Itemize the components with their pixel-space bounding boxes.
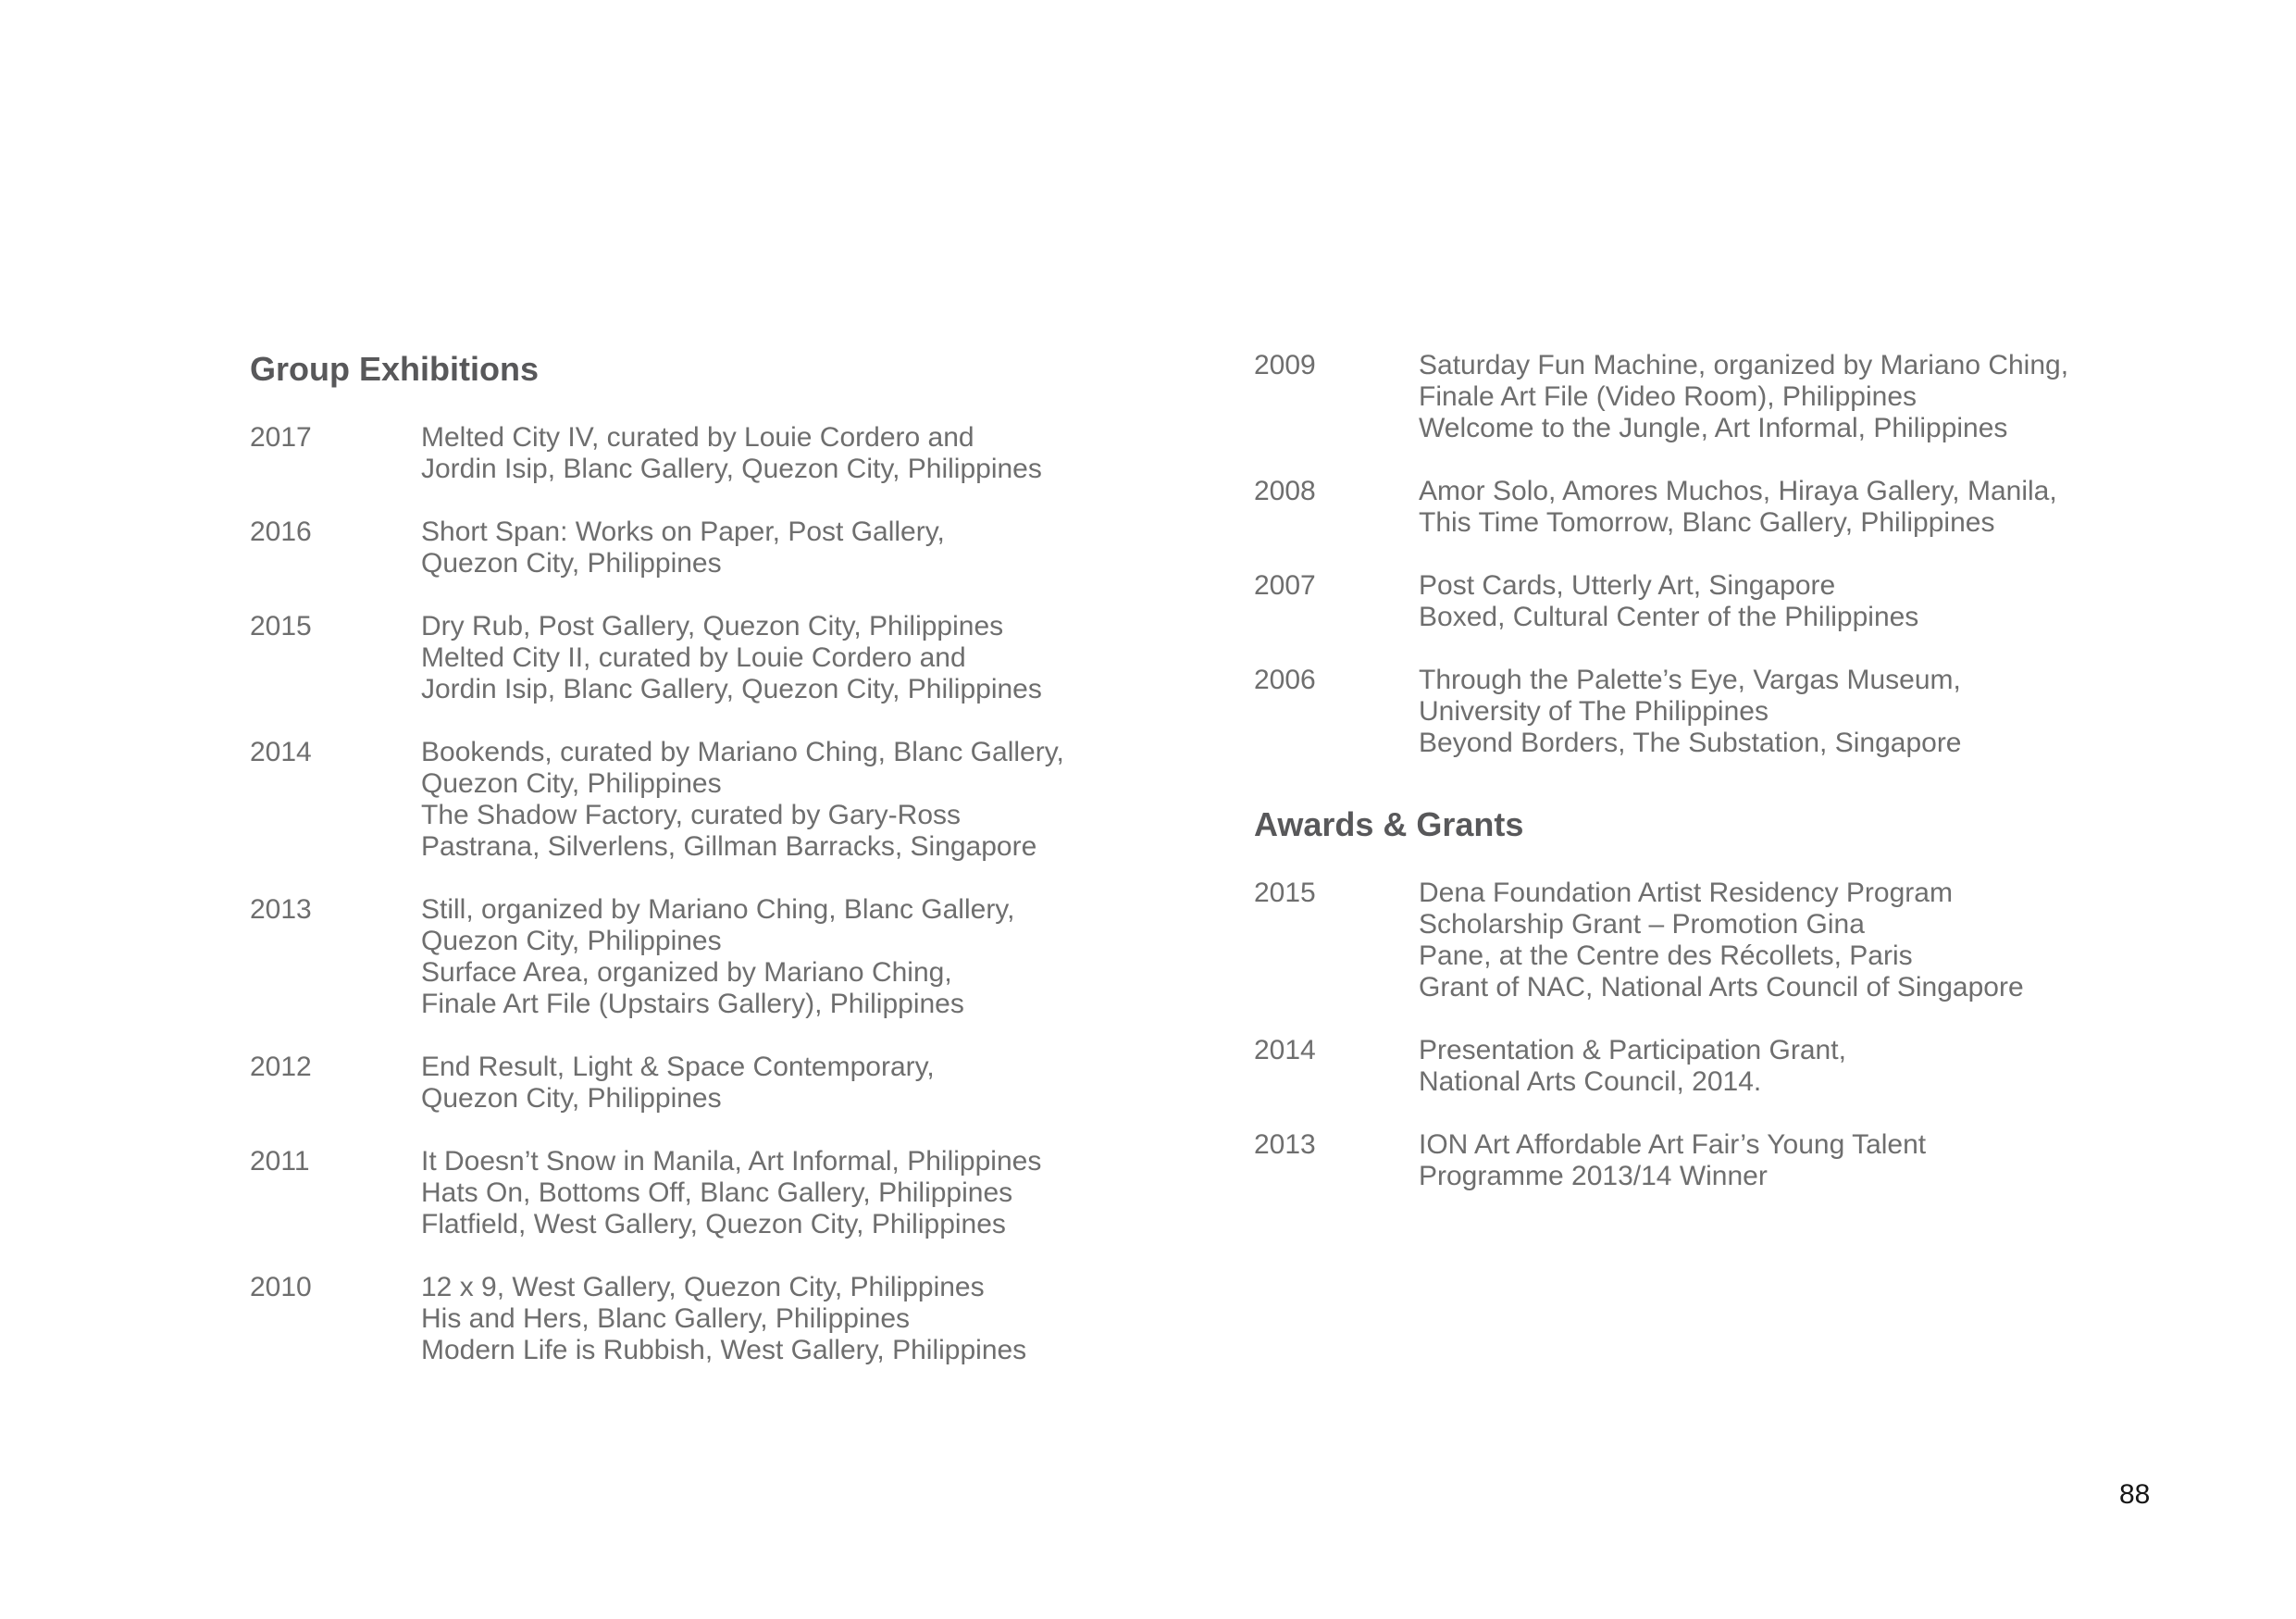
entry-line: Melted City IV, curated by Louie Cordero and (421, 422, 974, 453)
entry-lines (421, 737, 1185, 863)
exhibition-entry-2016 (250, 517, 1185, 579)
entry-lines (1419, 476, 2216, 539)
entry-line: Jordin Isip, Blanc Gallery, Quezon City, Philippines (421, 674, 1042, 704)
entry-line: University of The Philippines (1419, 696, 1769, 727)
entry-line: Saturday Fun Machine, organized by Mariano Ching, (1419, 350, 2069, 380)
entry-lines (1419, 878, 2216, 1003)
entry-line: Quezon City, Philippines (421, 768, 722, 799)
entry-line: 12 x 9, West Gallery, Quezon City, Philippines (421, 1272, 985, 1302)
entry-year: 2013 (1254, 1129, 1316, 1160)
exhibition-entry-2013 (250, 894, 1185, 1020)
entry-line: Welcome to the Jungle, Art Informal, Philippines (1419, 413, 2008, 443)
entry-lines (421, 1272, 1185, 1366)
entry-line: Short Span: Works on Paper, Post Gallery, (421, 517, 945, 547)
exhibition-entry-2012 (250, 1052, 1185, 1115)
entry-line: Through the Palette’s Eye, Vargas Museum, (1419, 665, 1961, 695)
entry-line: Bookends, curated by Mariano Ching, Blanc Gallery, (421, 737, 1064, 767)
entry-line: The Shadow Factory, curated by Gary-Ross (421, 800, 962, 830)
exhibition-entry-2015 (250, 611, 1185, 705)
entry-line: Pane, at the Centre des Récollets, Paris (1419, 940, 1913, 971)
entry-line: Modern Life is Rubbish, West Gallery, Philippines (421, 1335, 1027, 1365)
entry-line: Quezon City, Philippines (421, 1083, 722, 1114)
entry-line: National Arts Council, 2014. (1419, 1066, 1762, 1097)
entry-line: Presentation & Participation Grant, (1419, 1035, 1846, 1065)
section-title-group-exhibitions: Group Exhibitions (250, 350, 539, 388)
entry-lines (421, 1052, 1185, 1115)
entry-line: Dry Rub, Post Gallery, Quezon City, Philippines (421, 611, 1004, 641)
entry-line: Hats On, Bottoms Off, Blanc Gallery, Philippines (421, 1177, 1013, 1208)
entry-line: Melted City II, curated by Louie Cordero and (421, 642, 966, 673)
entry-line: Finale Art File (Video Room), Philippines (1419, 381, 1917, 412)
entry-year: 2014 (1254, 1035, 1316, 1065)
entry-year: 2012 (250, 1052, 312, 1082)
entry-lines (421, 422, 1185, 485)
entry-lines (1419, 665, 2216, 759)
section-title-awards-grants: Awards & Grants (1254, 805, 1524, 843)
entry-line: Dena Foundation Artist Residency Program (1419, 878, 1953, 908)
exhibition-entry-2009 (1254, 350, 2216, 444)
exhibition-entry-2014 (250, 737, 1185, 863)
exhibition-entry-2011 (250, 1146, 1185, 1240)
entry-lines (1419, 350, 2216, 444)
entry-line: Finale Art File (Upstairs Gallery), Philippines (421, 989, 964, 1019)
entry-year: 2016 (250, 517, 312, 547)
entry-year: 2011 (250, 1146, 310, 1177)
entry-line: End Result, Light & Space Contemporary, (421, 1052, 935, 1082)
exhibition-entry-2017 (250, 422, 1185, 485)
entry-line: Jordin Isip, Blanc Gallery, Quezon City, Philippines (421, 454, 1042, 484)
entry-line: Programme 2013/14 Winner (1419, 1161, 1768, 1191)
entry-year: 2017 (250, 422, 312, 453)
entry-lines (421, 894, 1185, 1020)
entry-line: Boxed, Cultural Center of the Philippines (1419, 602, 1919, 632)
entry-year: 2015 (250, 611, 312, 641)
entry-lines (1419, 1129, 2216, 1192)
entry-lines (1419, 1035, 2216, 1098)
entry-year: 2015 (1254, 878, 1316, 908)
entry-lines (421, 1146, 1185, 1240)
exhibition-entry-2010 (250, 1272, 1185, 1366)
entry-line: Post Cards, Utterly Art, Singapore (1419, 570, 1836, 601)
entry-year: 2013 (250, 894, 312, 925)
entry-year: 2010 (250, 1272, 312, 1302)
entry-lines (1419, 570, 2216, 633)
entry-lines (421, 611, 1185, 705)
entry-line: Pastrana, Silverlens, Gillman Barracks, Singapore (421, 831, 1037, 862)
left-column (250, 350, 1185, 1398)
entry-year: 2009 (1254, 350, 1316, 380)
award-entry-2014 (1254, 1035, 2216, 1098)
exhibition-entry-2007 (1254, 570, 2216, 633)
entry-year: 2007 (1254, 570, 1316, 601)
entry-line: Quezon City, Philippines (421, 926, 722, 956)
entry-line: Grant of NAC, National Arts Council of Singapore (1419, 972, 2024, 1003)
exhibition-entry-2008 (1254, 476, 2216, 539)
award-entry-2015 (1254, 878, 2216, 1003)
entry-year: 2008 (1254, 476, 1316, 506)
right-column (1254, 350, 2216, 1224)
page-number: 88 (2119, 1479, 2151, 1510)
entry-line: This Time Tomorrow, Blanc Gallery, Philippines (1419, 507, 1995, 538)
entry-line: Surface Area, organized by Mariano Ching, (421, 957, 952, 988)
entry-line: Beyond Borders, The Substation, Singapore (1419, 728, 1962, 758)
entry-line: His and Hers, Blanc Gallery, Philippines (421, 1303, 911, 1334)
entry-line: Amor Solo, Amores Muchos, Hiraya Gallery, Manila, (1419, 476, 2057, 506)
entry-line: Quezon City, Philippines (421, 548, 722, 579)
entry-line: It Doesn’t Snow in Manila, Art Informal, Philippines (421, 1146, 1042, 1177)
entry-year: 2014 (250, 737, 312, 767)
entry-line: Still, organized by Mariano Ching, Blanc Gallery, (421, 894, 1015, 925)
entry-year: 2006 (1254, 665, 1316, 695)
exhibition-entry-2006 (1254, 665, 2216, 759)
entry-lines (421, 517, 1185, 579)
award-entry-2013 (1254, 1129, 2216, 1192)
entry-line: Scholarship Grant – Promotion Gina (1419, 909, 1865, 940)
entry-line: Flatfield, West Gallery, Quezon City, Philippines (421, 1209, 1006, 1239)
entry-line: ION Art Affordable Art Fair’s Young Talent (1419, 1129, 1927, 1160)
